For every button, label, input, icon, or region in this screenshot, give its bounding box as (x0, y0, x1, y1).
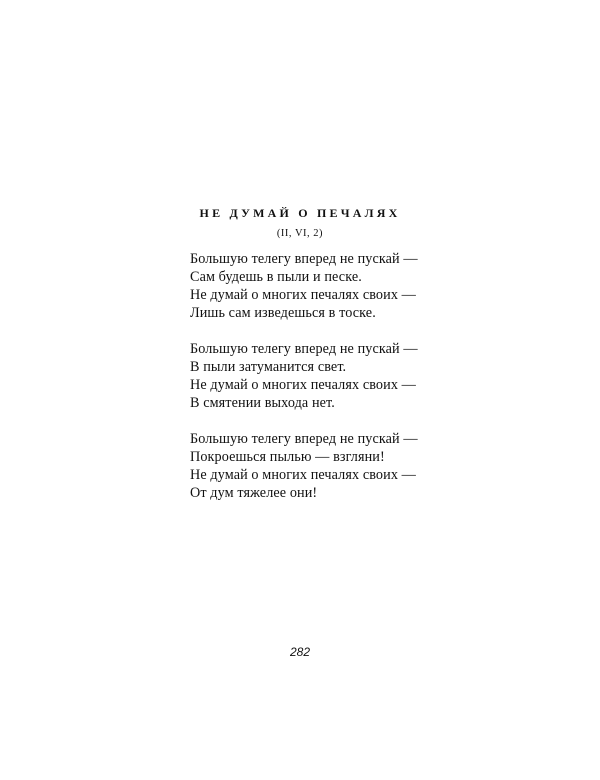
poem-body (190, 250, 490, 520)
page-number: 282 (289, 645, 311, 659)
stanza-3 (190, 430, 490, 502)
poem-line: Покроешься пылью — взгляни! (190, 449, 385, 465)
poem-line: Не думай о многих печалях своих — (190, 377, 416, 393)
stanza-2 (190, 340, 490, 412)
poem-line: Лишь сам изведешься в тоске. (190, 305, 376, 321)
poem-line: От дум тяжелее они! (190, 485, 318, 501)
stanza-1 (190, 250, 490, 322)
poem-line: Не думай о многих печалях своих — (190, 287, 416, 303)
poem-line: Большую телегу вперед не пускай — (190, 431, 418, 447)
poem-line: Большую телегу вперед не пускай — (190, 341, 418, 357)
poem-reference: (II, VI, 2) (276, 228, 324, 239)
poem-line: Сам будешь в пыли и песке. (190, 269, 362, 285)
poem-line: Не думай о многих печалях своих — (190, 467, 416, 483)
poem-line: В смятении выхода нет. (190, 395, 335, 411)
poem-title: НЕ ДУМАЙ О ПЕЧАЛЯХ (199, 206, 401, 220)
poem-line: В пыли затуманится свет. (190, 359, 347, 375)
poem-line: Большую телегу вперед не пускай — (190, 251, 418, 267)
